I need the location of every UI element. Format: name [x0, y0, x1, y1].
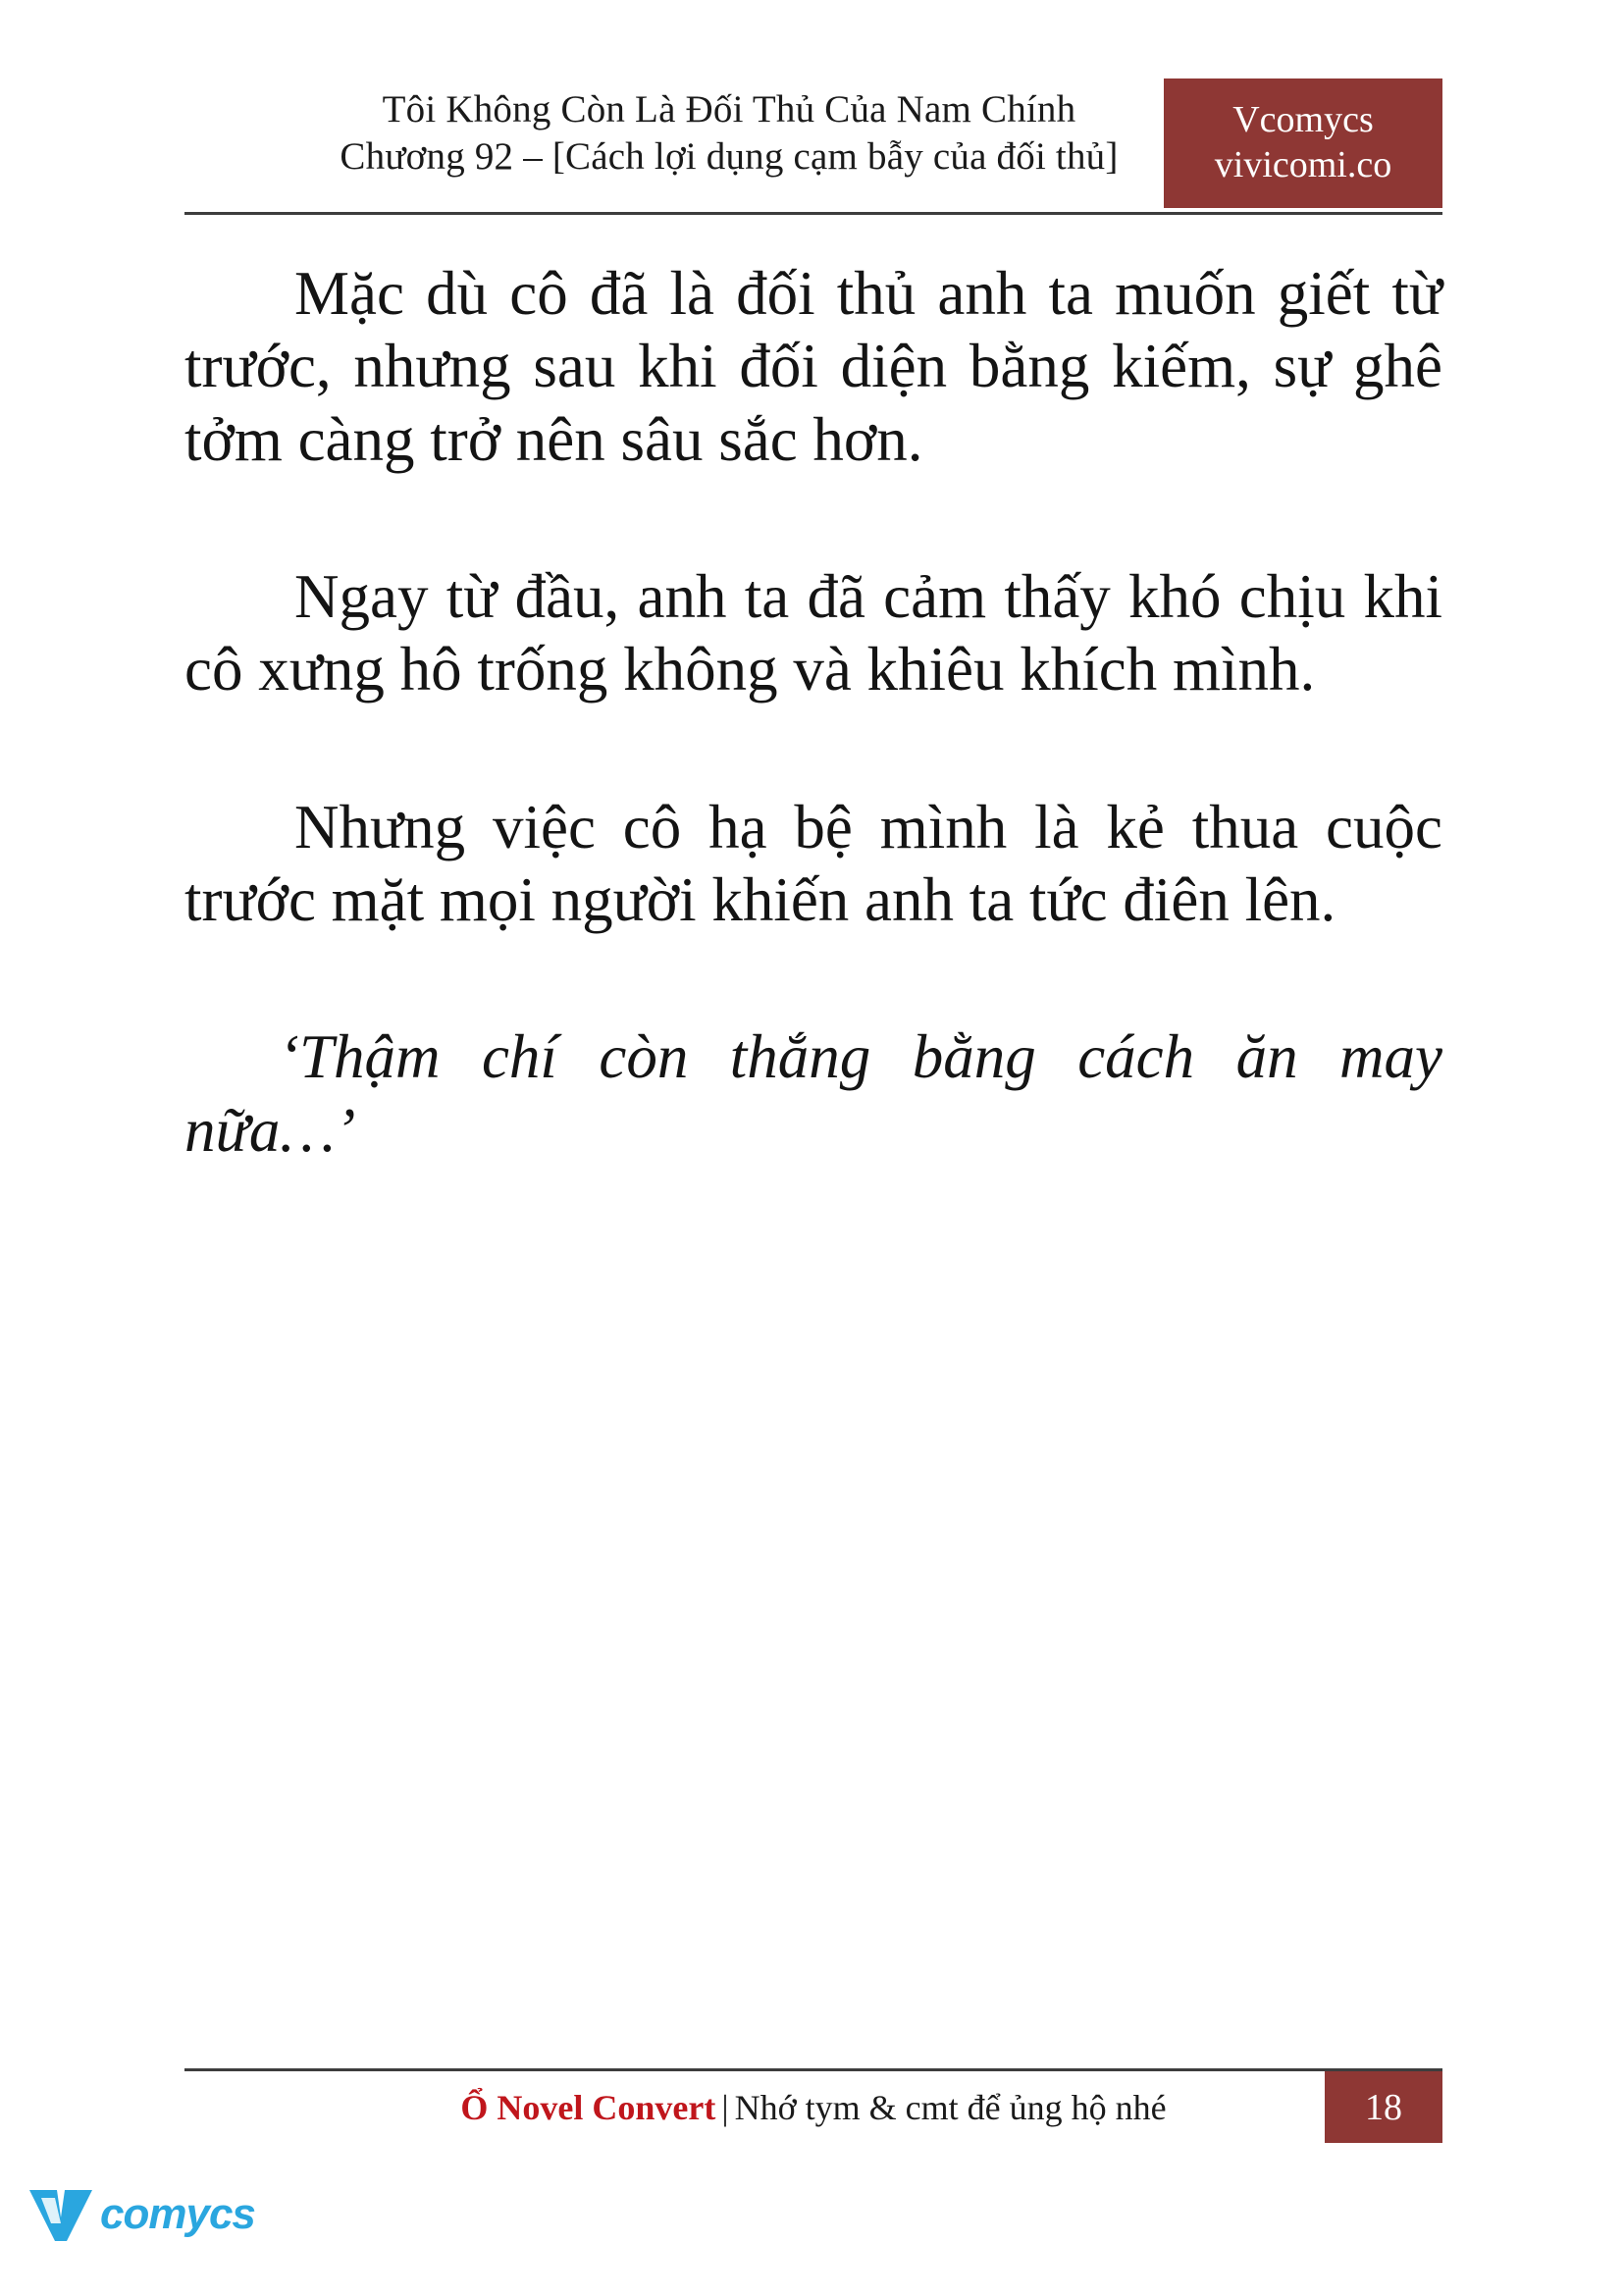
vcomycs-logo-label: comycs: [100, 2190, 255, 2238]
header-title-block: [184, 86, 1274, 180]
footer-text-block: [184, 2071, 1442, 2143]
vcomycs-logo-icon: [27, 2184, 94, 2245]
footer-note: Nhớ tym & cmt để ủng hộ nhé: [734, 2087, 1167, 2127]
publisher-badge: [1164, 78, 1442, 208]
body-paragraph: Mặc dù cô đã là đối thủ anh ta muốn giết từ trước, nhưng sau khi đối diện bằng kiếm, sự ghê tởm càng trở nên sâu sắc hơn.: [184, 259, 1442, 474]
chapter-title: Chương 92 – [Cách lợi dụng cạm bẫy của đối thủ]: [340, 134, 1119, 178]
body-paragraph: Nhưng việc cô hạ bệ mình là kẻ thua cuộc trước mặt mọi người khiến anh ta tức điên lên.: [184, 792, 1442, 934]
body-paragraph-quote: ‘Thậm chí còn thắng bằng cách ăn may nữa…’: [184, 1022, 1442, 1165]
body-paragraph: Ngay từ đầu, anh ta đã cảm thấy khó chịu khi cô xưng hô trống không và khiêu khích mình.: [184, 561, 1442, 704]
vcomycs-watermark: [27, 2170, 253, 2259]
footer-separator: |: [721, 2087, 729, 2127]
page-number: 18: [1325, 2071, 1442, 2143]
footer-brand: Ổ Novel Convert: [460, 2087, 716, 2127]
book-title: Tôi Không Còn Là Đối Thủ Của Nam Chính: [382, 88, 1076, 130]
publisher-site: vivicomi.co: [1214, 144, 1392, 185]
page-header: [184, 86, 1442, 216]
header-divider: [184, 212, 1442, 215]
page-content: [184, 257, 1442, 1167]
publisher-name: Vcomycs: [1232, 99, 1374, 141]
page-footer: [184, 2068, 1442, 2143]
